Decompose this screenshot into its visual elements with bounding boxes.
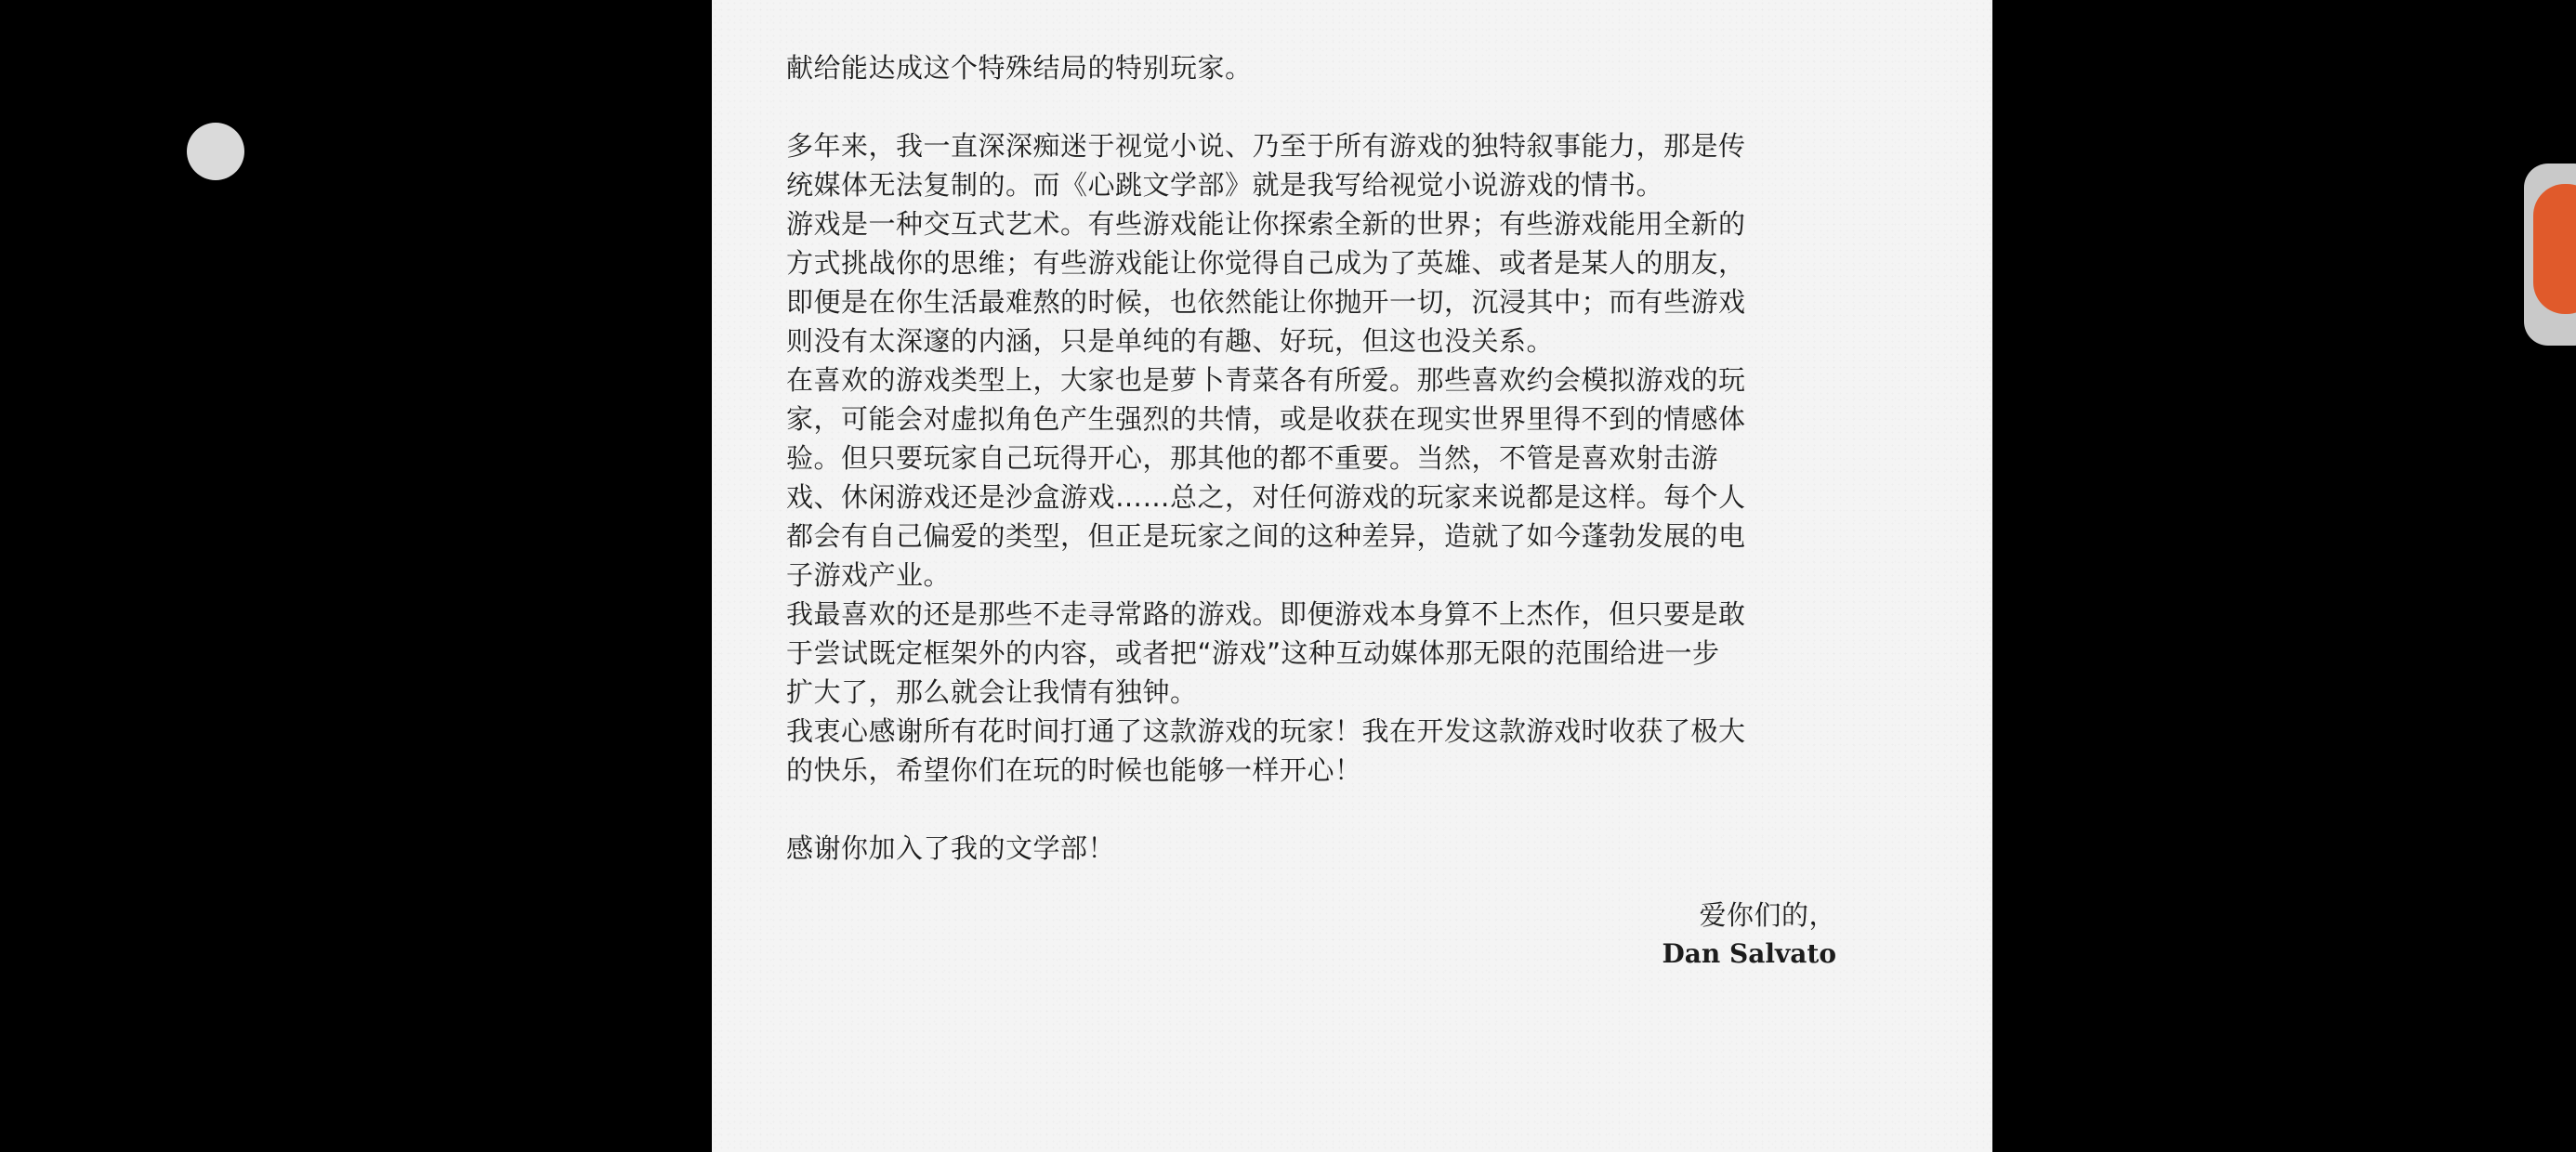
letter-line: 验。但只要玩家自己玩得开心，那其他的都不重要。当然，不管是喜欢射击游 — [786, 442, 1719, 474]
letter-signature: Dan Salvato — [1662, 938, 1836, 969]
letter-line: 献给能达成这个特殊结局的特别玩家。 — [786, 52, 1253, 84]
letter-line: 统媒体无法复制的。而《心跳文学部》就是我写给视觉小说游戏的情书。 — [786, 169, 1664, 201]
letter-line: 我衷心感谢所有花时间打通了这款游戏的玩家！我在开发这款游戏时收获了极大 — [786, 715, 1746, 747]
letter-line: 感谢你加入了我的文学部！ — [786, 832, 1116, 864]
letter-line: 方式挑战你的思维；有些游戏能让你觉得自己成为了英雄、或者是某人的朋友， — [786, 247, 1746, 279]
paragraph-gap — [786, 868, 1836, 896]
letter-signoff: 爱你们的， — [1699, 899, 1836, 931]
floating-app-bubble-icon[interactable] — [2524, 164, 2576, 346]
letter-line: 即便是在你生活最难熬的时候，也依然能让你抛开一切，沉浸其中；而有些游戏 — [786, 286, 1746, 318]
letter-line: 戏、休闲游戏还是沙盒游戏……总之，对任何游戏的玩家来说都是这样。每个人 — [786, 481, 1746, 513]
letter-line: 在喜欢的游戏类型上，大家也是萝卜青菜各有所爱。那些喜欢约会模拟游戏的玩 — [786, 364, 1746, 396]
letter-line: 都会有自己偏爱的类型，但正是玩家之间的这种差异，造就了如今蓬勃发展的电 — [786, 520, 1746, 552]
letter-line: 家，可能会对虚拟角色产生强烈的共情，或是收获在现实世界里得不到的情感体 — [786, 403, 1746, 435]
assistive-touch-dot-icon[interactable] — [187, 123, 244, 180]
floating-app-bubble-inner — [2533, 184, 2576, 314]
letter-body — [786, 48, 1836, 974]
letter-line: 的快乐，希望你们在玩的时候也能够一样开心！ — [786, 754, 1362, 786]
letter-line: 游戏是一种交互式艺术。有些游戏能让你探索全新的世界；有些游戏能用全新的 — [786, 208, 1746, 240]
letter-line: 多年来，我一直深深痴迷于视觉小说、乃至于所有游戏的独特叙事能力，那是传 — [786, 130, 1746, 162]
letter-paper — [712, 0, 1992, 1152]
letter-line: 于尝试既定框架外的内容，或者把“游戏”这种互动媒体那无限的范围给进一步 — [786, 637, 1720, 669]
letter-line: 则没有太深邃的内涵，只是单纯的有趣、好玩，但这也没关系。 — [786, 325, 1555, 357]
paragraph-gap — [786, 87, 1836, 126]
letter-line: 我最喜欢的还是那些不走寻常路的游戏。即便游戏本身算不上杰作，但只要是敢 — [786, 598, 1746, 630]
letter-line: 子游戏产业。 — [786, 559, 952, 591]
letter-line: 扩大了，那么就会让我情有独钟。 — [786, 676, 1198, 708]
paragraph-gap — [786, 790, 1836, 829]
